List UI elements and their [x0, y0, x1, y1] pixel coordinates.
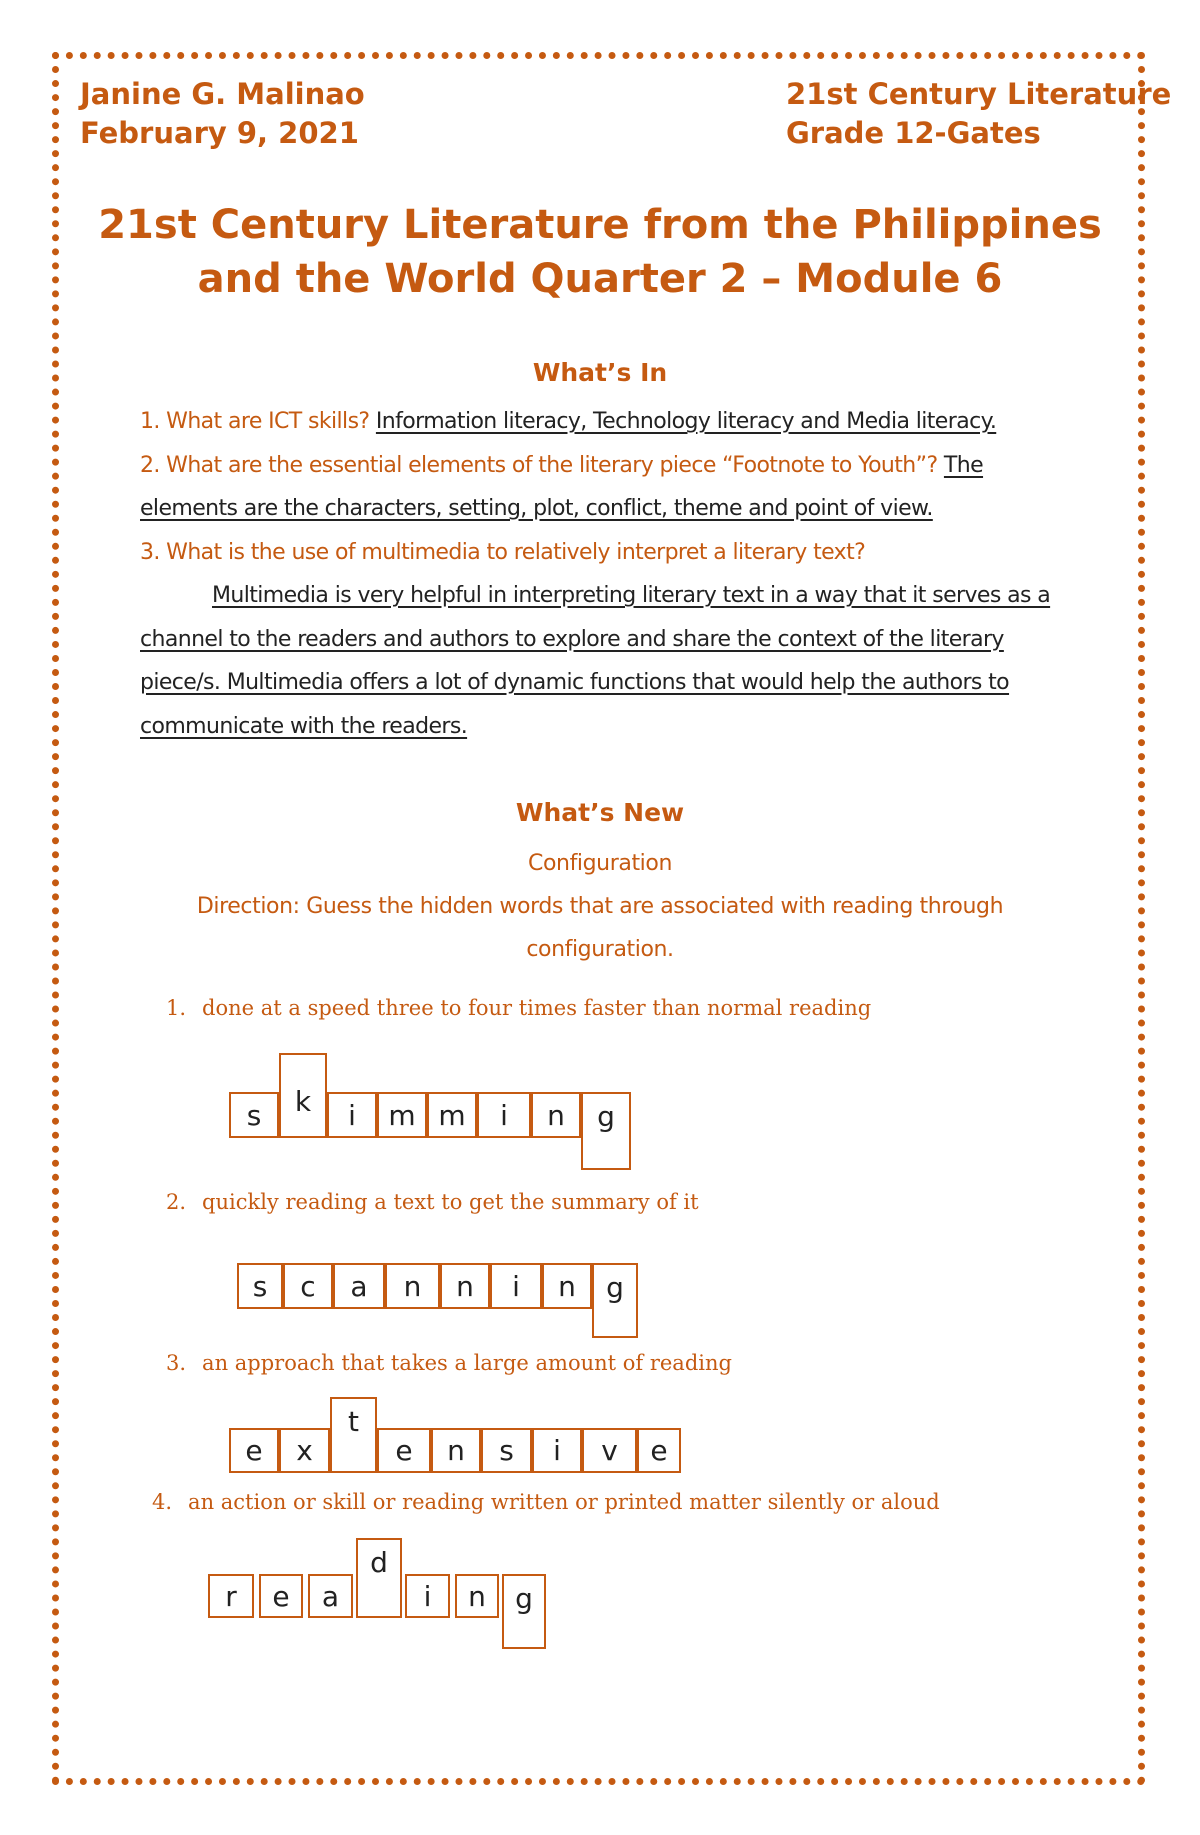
letter-box: s	[237, 1263, 283, 1309]
whats-new-heading: What’s New	[515, 798, 685, 827]
letter-box: i	[477, 1092, 531, 1138]
letter-box: x	[279, 1428, 330, 1473]
letter-box: s	[229, 1092, 279, 1138]
page-title-line-1: 21st Century Literature from the Philippines	[98, 202, 1102, 248]
letter-box: n	[440, 1263, 490, 1309]
puzzle-3-clue-text: an approach that takes a large amount of reading	[202, 1351, 732, 1375]
letter-box: c	[283, 1263, 333, 1309]
letter-box: e	[259, 1574, 303, 1618]
puzzle-1-clue	[166, 996, 871, 1020]
answer-1-text: Information literacy, Technology literacy and Media literacy.	[375, 409, 997, 434]
letter-box: m	[377, 1092, 427, 1138]
letter-box: e	[229, 1428, 279, 1473]
letter-box: e	[377, 1428, 431, 1473]
question-1	[140, 400, 1065, 444]
page-title	[60, 198, 1140, 306]
letter-box: n	[431, 1428, 481, 1473]
puzzle-1-number: 1.	[166, 996, 187, 1020]
letter-box: n	[531, 1092, 581, 1138]
answer-3-text: Multimedia is very helpful in interpreting literary text in a way that it serves as a channel to the readers and authors to explore and share the context of the literary piece/s. Multimedia offers a lot of dynamic functions that would help the authors to communicate with the readers.	[140, 583, 1051, 739]
direction-text: Direction: Guess the hidden words that are associated with reading through configuration.	[196, 894, 1004, 962]
letter-box: g	[592, 1263, 638, 1338]
whats-in-heading: What’s In	[532, 358, 668, 387]
letter-box: n	[385, 1263, 440, 1309]
letter-box: v	[582, 1428, 637, 1473]
letter-box: r	[208, 1574, 254, 1618]
letter-box: m	[427, 1092, 477, 1138]
letter-box: i	[327, 1092, 377, 1138]
letter-box: n	[455, 1574, 499, 1618]
letter-box: e	[637, 1428, 681, 1473]
puzzle-3-number: 3.	[166, 1351, 187, 1375]
letter-box: i	[490, 1263, 542, 1309]
puzzle-4-clue	[152, 1490, 940, 1514]
student-name: Janine G. Malinao	[80, 77, 365, 111]
question-3-text: 3. What is the use of multimedia to relatively interpret a literary text?	[140, 539, 866, 565]
whats-in-answers	[140, 400, 1065, 748]
letter-box: a	[333, 1263, 385, 1309]
student-info	[80, 75, 365, 153]
letter-box: n	[542, 1263, 592, 1309]
page-title-line-2: and the World Quarter 2 – Module 6	[197, 256, 1003, 302]
submission-date: February 9, 2021	[80, 116, 359, 150]
letter-box: i	[405, 1574, 450, 1618]
puzzle-4-clue-text: an action or skill or reading written or printed matter silently or aloud	[188, 1490, 940, 1514]
letter-box: a	[308, 1574, 353, 1618]
answer-2-text: The elements are the characters, setting, plot, conflict, theme and point of view.	[140, 452, 984, 521]
puzzle-2-number: 2.	[166, 1190, 187, 1214]
letter-box: s	[481, 1428, 532, 1473]
letter-box: g	[581, 1092, 631, 1170]
puzzle-3-clue	[166, 1351, 732, 1375]
configuration-subheading: Configuration	[528, 851, 672, 876]
puzzle-4-number: 4.	[152, 1490, 173, 1514]
letter-box: g	[502, 1574, 546, 1649]
question-2	[140, 444, 1065, 531]
puzzle-2-clue-text: quickly reading a text to get the summary of it	[202, 1190, 699, 1214]
subject-name: 21st Century Literature	[786, 77, 1172, 111]
answer-3	[140, 574, 1065, 748]
question-3	[140, 531, 1065, 575]
question-1-text: 1. What are ICT skills?	[140, 409, 376, 434]
letter-box: k	[279, 1053, 327, 1138]
grade-section: Grade 12-Gates	[786, 116, 1041, 150]
puzzle-2-clue	[166, 1190, 699, 1214]
letter-box: t	[330, 1397, 377, 1473]
question-2-text: 2. What are the essential elements of the literary piece “Footnote to Youth”?	[140, 452, 944, 478]
letter-box: i	[532, 1428, 582, 1473]
course-info	[786, 75, 1171, 153]
letter-box: d	[356, 1538, 402, 1618]
puzzle-1-clue-text: done at a speed three to four times faster than normal reading	[202, 996, 872, 1020]
